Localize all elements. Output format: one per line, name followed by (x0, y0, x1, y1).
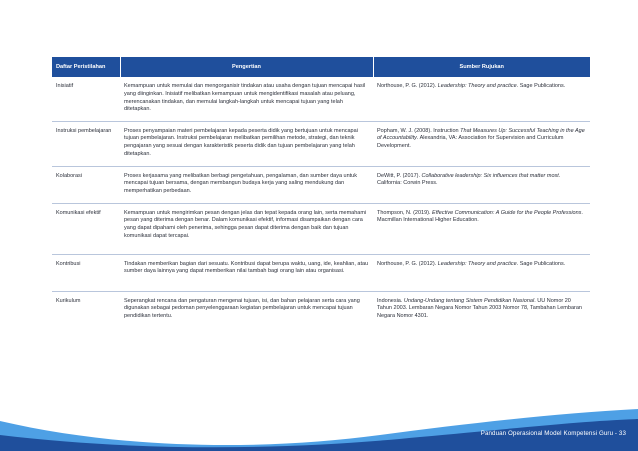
footer-wave-decoration (0, 391, 638, 451)
source-title: Undang-Undang tentang Sistem Pendidikan Nasional (403, 297, 535, 304)
source-title: Effective Communication: A Guide for the People Professions (432, 209, 582, 216)
table-row (52, 77, 590, 121)
definition-cell: Kemampuan untuk memulai dan mengorganisir tindakan atau usaha dengan tujuan mencapai hasil yang diinginkan. Inisiatif melibatkan kemampuan untuk mengidentifikasi masalah atau peluang, merencanakan tindakan, dan memulai langkah-langkah untuk mencapai tujuan yang telah ditetapkan. (120, 77, 373, 121)
term-cell: Komunikasi efektif (52, 203, 120, 254)
table-body (52, 77, 590, 331)
source-text: . Macmillan International Higher Education. (377, 209, 583, 224)
header-source: Sumber Rujukan (373, 57, 590, 77)
source-cell (373, 203, 590, 254)
source-text: Popham, W. J. (2008). Instruction (377, 127, 461, 134)
definition-cell: Tindakan memberikan bagian dari sesuatu. Kontribusi dapat berupa waktu, uang, ide, keahlian, atau sumber daya lainnya yang dapat memberikan nilai tambah bagi orang lain atau organisasi. (120, 254, 373, 291)
definition-cell: Proses penyampaian materi pembelajaran kepada peserta didik yang bertujuan untuk mencapai tujuan pembelajaran. Instruksi pembelajaran melibatkan pemilihan metode, strategi, dan teknik pengajaran yang sesuai dengan karakteristik peserta didik dan tujuan pembelajaran yang telah ditetapkan. (120, 121, 373, 166)
table-row (52, 254, 590, 291)
header-definition: Pengertian (120, 57, 373, 77)
footer-band (0, 391, 638, 451)
source-text: Northouse, P. G. (2012). (377, 83, 438, 89)
source-text: . UU Nomor 20 Tahun 2003. Lembaran Negara Nomor Tahun 2003 Nomor 78, Tambahan Lembaran Negara Nomor 4301. (377, 297, 582, 320)
source-title: Leadership: Theory and practice (437, 83, 517, 89)
table-row (52, 121, 590, 166)
term-cell: Inisiatif (52, 77, 120, 121)
source-cell (373, 166, 590, 203)
term-cell: Kolaborasi (52, 166, 120, 203)
source-text: . California: Corwin Press. (377, 172, 561, 187)
source-cell (373, 121, 590, 166)
page-footer-label: Panduan Operasional Model Kompetensi Guru - 33 (480, 430, 626, 437)
source-cell (373, 254, 590, 291)
source-title: Collaborative leadership: Six influences that matter most (421, 172, 559, 179)
term-cell: Instruksi pembelajaran (52, 121, 120, 166)
glossary-table (52, 57, 590, 331)
source-title: Leadership: Theory and practice (437, 260, 517, 267)
term-cell: Kontribusi (52, 254, 120, 291)
source-text: Indonesia. (377, 297, 404, 304)
header-term: Daftar Peristilahan (52, 57, 120, 77)
table-row (52, 166, 590, 203)
source-text: . Alexandria, VA: Association for Supervision and Curriculum Development. (377, 135, 564, 150)
source-text: Thompson, N. (2019). (377, 209, 433, 216)
source-cell (373, 291, 590, 331)
source-text: . Sage Publications. (516, 83, 566, 89)
table-row (52, 203, 590, 254)
definition-cell: Seperangkat rencana dan pengaturan mengenai tujuan, isi, dan bahan pelajaran serta cara yang digunakan sebagai pedoman penyelenggaraan kegiatan pembelajaran untuk mencapai tujuan pendidikan tertentu. (124, 297, 360, 320)
source-text: . Sage Publications. (516, 260, 566, 267)
source-cell (373, 77, 590, 121)
term-cell: Kurikulum (56, 297, 81, 304)
table-header (52, 57, 590, 77)
table-row (52, 291, 590, 331)
source-title: That Measures Up: Successful Teaching in the Age of Accountability (377, 127, 585, 142)
definition-cell: Kemampuan untuk mengirimkan pesan dengan jelas dan tepat kepada orang lain, serta memahami pesan yang diterima dengan benar. Dalam komunikasi efektif, informasi disampaikan dengan cara yang dapat dipahami oleh penerima, sehingga pesan dapat diterima dengan baik dan tujuan komunikasi dapat tercapai. (120, 203, 373, 254)
source-text: DeWitt, P. (2017). (377, 172, 422, 179)
source-text: Northouse, P. G. (2012). (377, 260, 438, 267)
definition-cell: Proses kerjasama yang melibatkan berbagi pengetahuan, pengalaman, dan sumber daya untuk mencapai tujuan bersama, dengan membangun budaya kerja yang saling mendukung dan memperhatikan perbedaan. (120, 166, 373, 203)
